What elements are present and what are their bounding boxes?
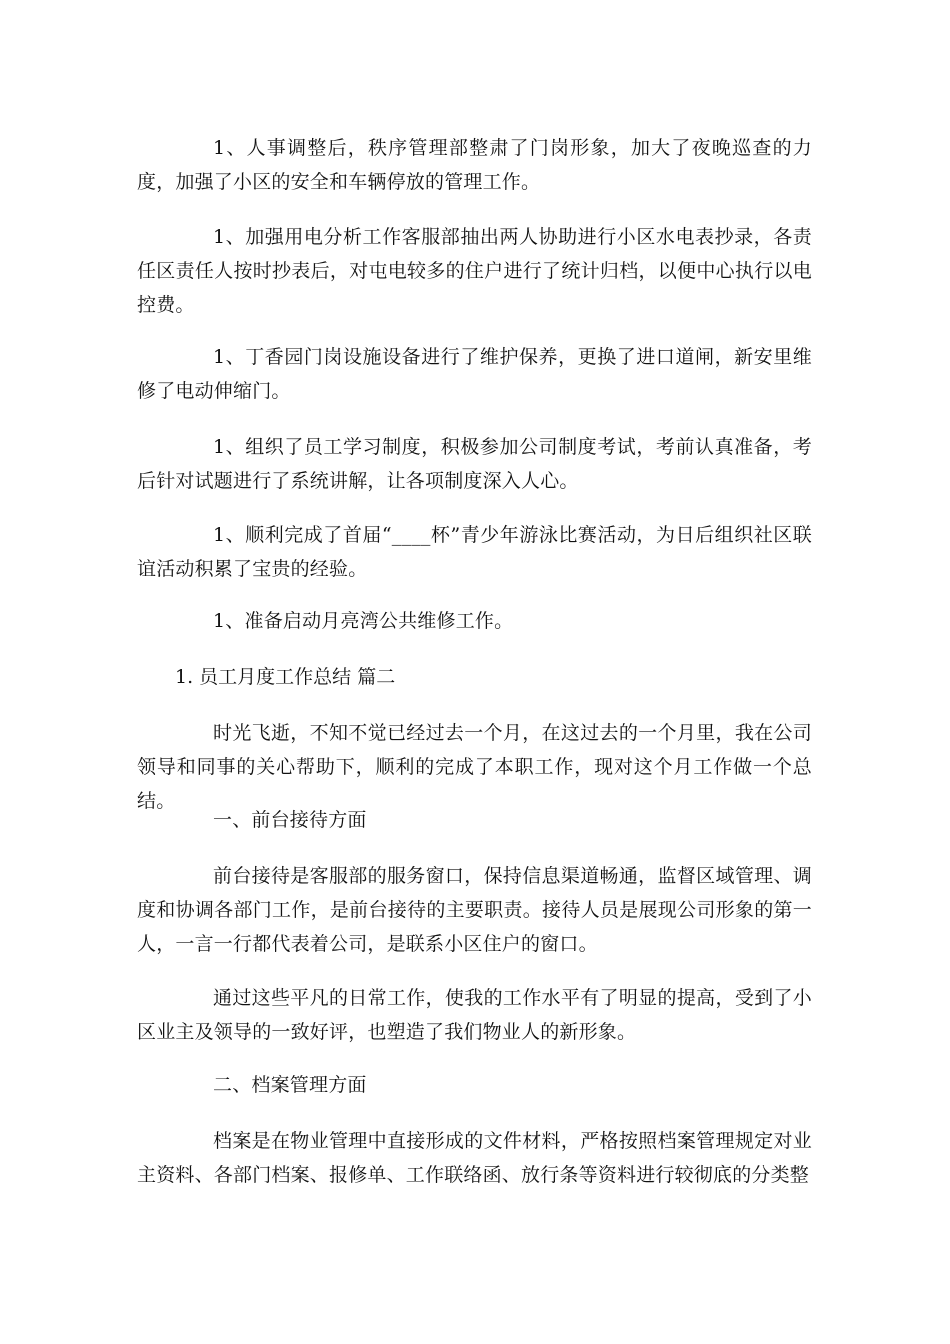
paragraph-daily-work: 通过这些平凡的日常工作，使我的工作水平有了明显的提高，受到了小区业主及领导的一致好评，也塑造了我们物业人的新形象。 [137,987,812,1043]
paragraph-swimming-event: 1、顺利完成了首届“____杯”青少年游泳比赛活动，为日后组织社区联谊活动积累了宝贵的经验。 [137,524,812,580]
paragraph-public-repair: 1、准备启动月亮湾公共维修工作。 [213,610,514,632]
section-heading: 1. 员工月度工作总结 篇二 [175,666,396,688]
paragraph-reception: 前台接待是客服部的服务窗口，保持信息渠道畅通，监督区域管理、调度和协调各部门工作，是前台接待的主要职责。接待人员是展现公司形象的第一人，一言一行都代表着公司，是联系小区住户的窗口。 [137,865,812,955]
paragraph-staff-training: 1、组织了员工学习制度，积极参加公司制度考试，考前认真准备，考后针对试题进行了系统讲解，让各项制度深入人心。 [137,436,812,492]
subheading-archives: 二、档案管理方面 [213,1074,367,1096]
paragraph-electricity-analysis: 1、加强用电分析工作客服部抽出两人协助进行小区水电表抄录，各责任区责任人按时抄表后，对屯电较多的住户进行了统计归档，以便中心执行以电控费。 [137,226,812,316]
paragraph-archives: 档案是在物业管理中直接形成的文件材料，严格按照档案管理规定对业主资料、各部门档案、报修单、工作联络函、放行条等资料进行较彻底的分类整 [137,1130,812,1186]
paragraph-gate-maintenance: 1、丁香园门岗设施设备进行了维护保养，更换了进口道闸，新安里维修了电动伸缩门。 [137,346,812,402]
paragraph-intro: 时光飞逝，不知不觉已经过去一个月，在这过去的一个月里，我在公司领导和同事的关心帮助下，顺利的完成了本职工作，现对这个月工作做一个总结。 [137,722,812,812]
paragraph-staffing-adjustment: 1、人事调整后，秩序管理部整肃了门岗形象，加大了夜晚巡查的力度，加强了小区的安全和车辆停放的管理工作。 [137,137,812,193]
subheading-reception: 一、前台接待方面 [213,809,367,831]
